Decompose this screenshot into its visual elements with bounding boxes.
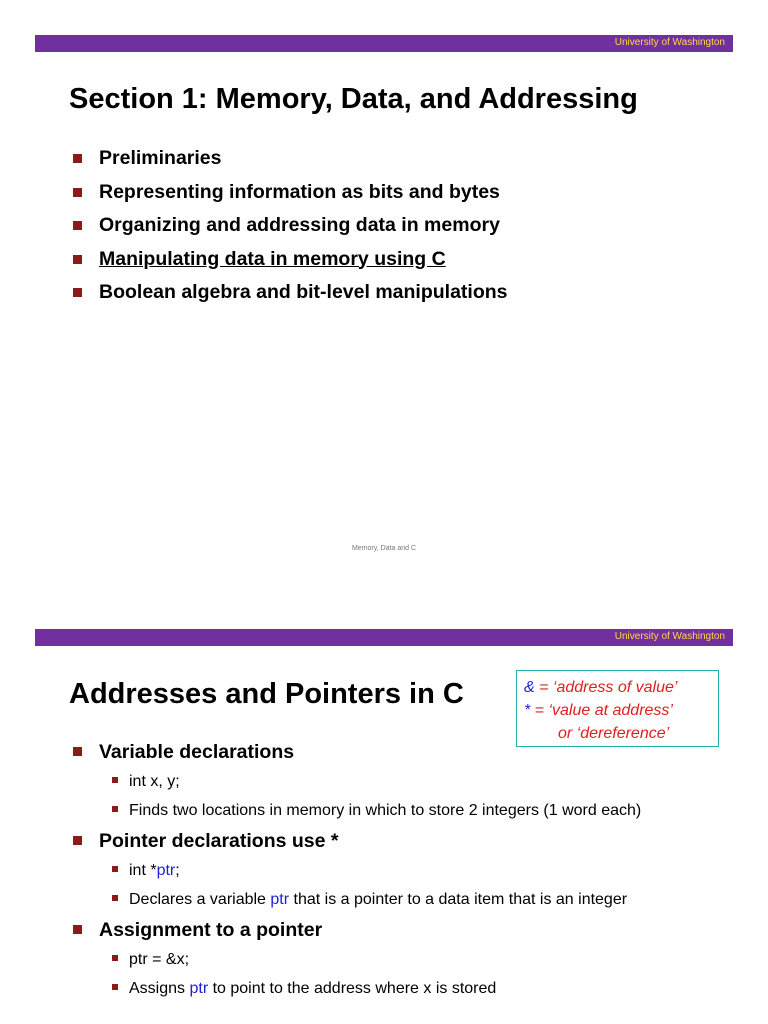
sub-bullet bbox=[70, 950, 496, 970]
sub-bullet-text: to point to the address where x is stored bbox=[208, 980, 497, 997]
sub-bullet-square-icon bbox=[112, 895, 118, 901]
sub-bullet-text: Assigns bbox=[129, 980, 190, 997]
heading-text: Variable declarations bbox=[99, 741, 295, 763]
section-variable-declarations bbox=[70, 740, 641, 821]
sub-bullet-text: int * bbox=[129, 862, 157, 879]
bullet-square-icon bbox=[73, 221, 82, 230]
pointer-name: ptr bbox=[270, 891, 290, 908]
definition-text: = ‘address of value’ bbox=[534, 679, 678, 696]
section-heading bbox=[70, 918, 496, 942]
bullet-square-icon bbox=[73, 925, 82, 934]
sub-bullet-square-icon bbox=[112, 984, 118, 990]
pointer-name: ptr bbox=[189, 980, 209, 997]
sub-bullet-text: ; bbox=[175, 862, 180, 879]
bullet-text: Organizing and addressing data in memory bbox=[99, 214, 500, 236]
bullet-text-current: Manipulating data in memory using C bbox=[99, 247, 446, 270]
sub-bullet-text: Finds two locations in memory in which to store 2 integers (1 word each) bbox=[129, 802, 642, 819]
header-bar bbox=[35, 35, 733, 52]
bullet-square-icon bbox=[73, 188, 82, 197]
sub-bullet-square-icon bbox=[112, 955, 118, 961]
definition-line-dereference: or ‘dereference’ bbox=[558, 725, 670, 742]
definition-box bbox=[516, 670, 719, 747]
sub-bullet-text: ptr = &x; bbox=[129, 951, 190, 968]
definition-line-value bbox=[524, 699, 718, 722]
section-heading bbox=[70, 829, 627, 853]
sub-bullet bbox=[70, 801, 641, 821]
ampersand-symbol: & bbox=[524, 679, 535, 696]
sub-bullet bbox=[70, 979, 496, 999]
slide-2 bbox=[0, 590, 768, 1024]
slide-title: Section 1: Memory, Data, and Addressing bbox=[69, 83, 638, 115]
pointer-name: ptr bbox=[156, 862, 176, 879]
section-assignment bbox=[70, 918, 496, 999]
slide-title: Addresses and Pointers in C bbox=[69, 678, 464, 710]
header-label: University of Washington bbox=[614, 631, 725, 642]
sub-bullet-text: Declares a variable bbox=[129, 891, 271, 908]
asterisk-symbol: * bbox=[524, 702, 531, 719]
bullet-text: Representing information as bits and bytes bbox=[99, 180, 500, 203]
list-item bbox=[70, 181, 508, 215]
bullet-square-icon bbox=[73, 747, 82, 756]
definition-line-address bbox=[524, 676, 718, 699]
heading-text: Assignment to a pointer bbox=[99, 919, 323, 941]
bullet-square-icon bbox=[73, 154, 82, 163]
sub-bullet bbox=[70, 772, 641, 792]
list-item bbox=[70, 147, 508, 181]
bullet-list bbox=[70, 147, 508, 315]
section-pointer-declarations bbox=[70, 829, 627, 910]
sub-bullet-square-icon bbox=[112, 806, 118, 812]
sub-bullet bbox=[70, 861, 627, 881]
sub-bullet-square-icon bbox=[112, 866, 118, 872]
bullet-square-icon bbox=[73, 836, 82, 845]
header-bar bbox=[35, 629, 733, 646]
bullet-square-icon bbox=[73, 288, 82, 297]
list-item bbox=[70, 248, 508, 282]
definition-text: = ‘value at address’ bbox=[530, 702, 673, 719]
bullet-text: Preliminaries bbox=[99, 147, 222, 169]
bullet-square-icon bbox=[73, 255, 82, 264]
list-item bbox=[70, 281, 508, 315]
bullet-text: Boolean algebra and bit-level manipulations bbox=[99, 281, 508, 303]
sub-bullet bbox=[70, 890, 627, 910]
list-item bbox=[70, 214, 508, 248]
sub-bullet-text: int x, y; bbox=[129, 773, 180, 790]
header-label: University of Washington bbox=[614, 37, 725, 48]
section-heading bbox=[70, 740, 641, 764]
sub-bullet-text: that is a pointer to a data item that is an integer bbox=[289, 891, 628, 908]
slide-footer: Memory, Data and C bbox=[351, 545, 417, 552]
sub-bullet-square-icon bbox=[112, 777, 118, 783]
heading-text: Pointer declarations use * bbox=[99, 830, 339, 852]
